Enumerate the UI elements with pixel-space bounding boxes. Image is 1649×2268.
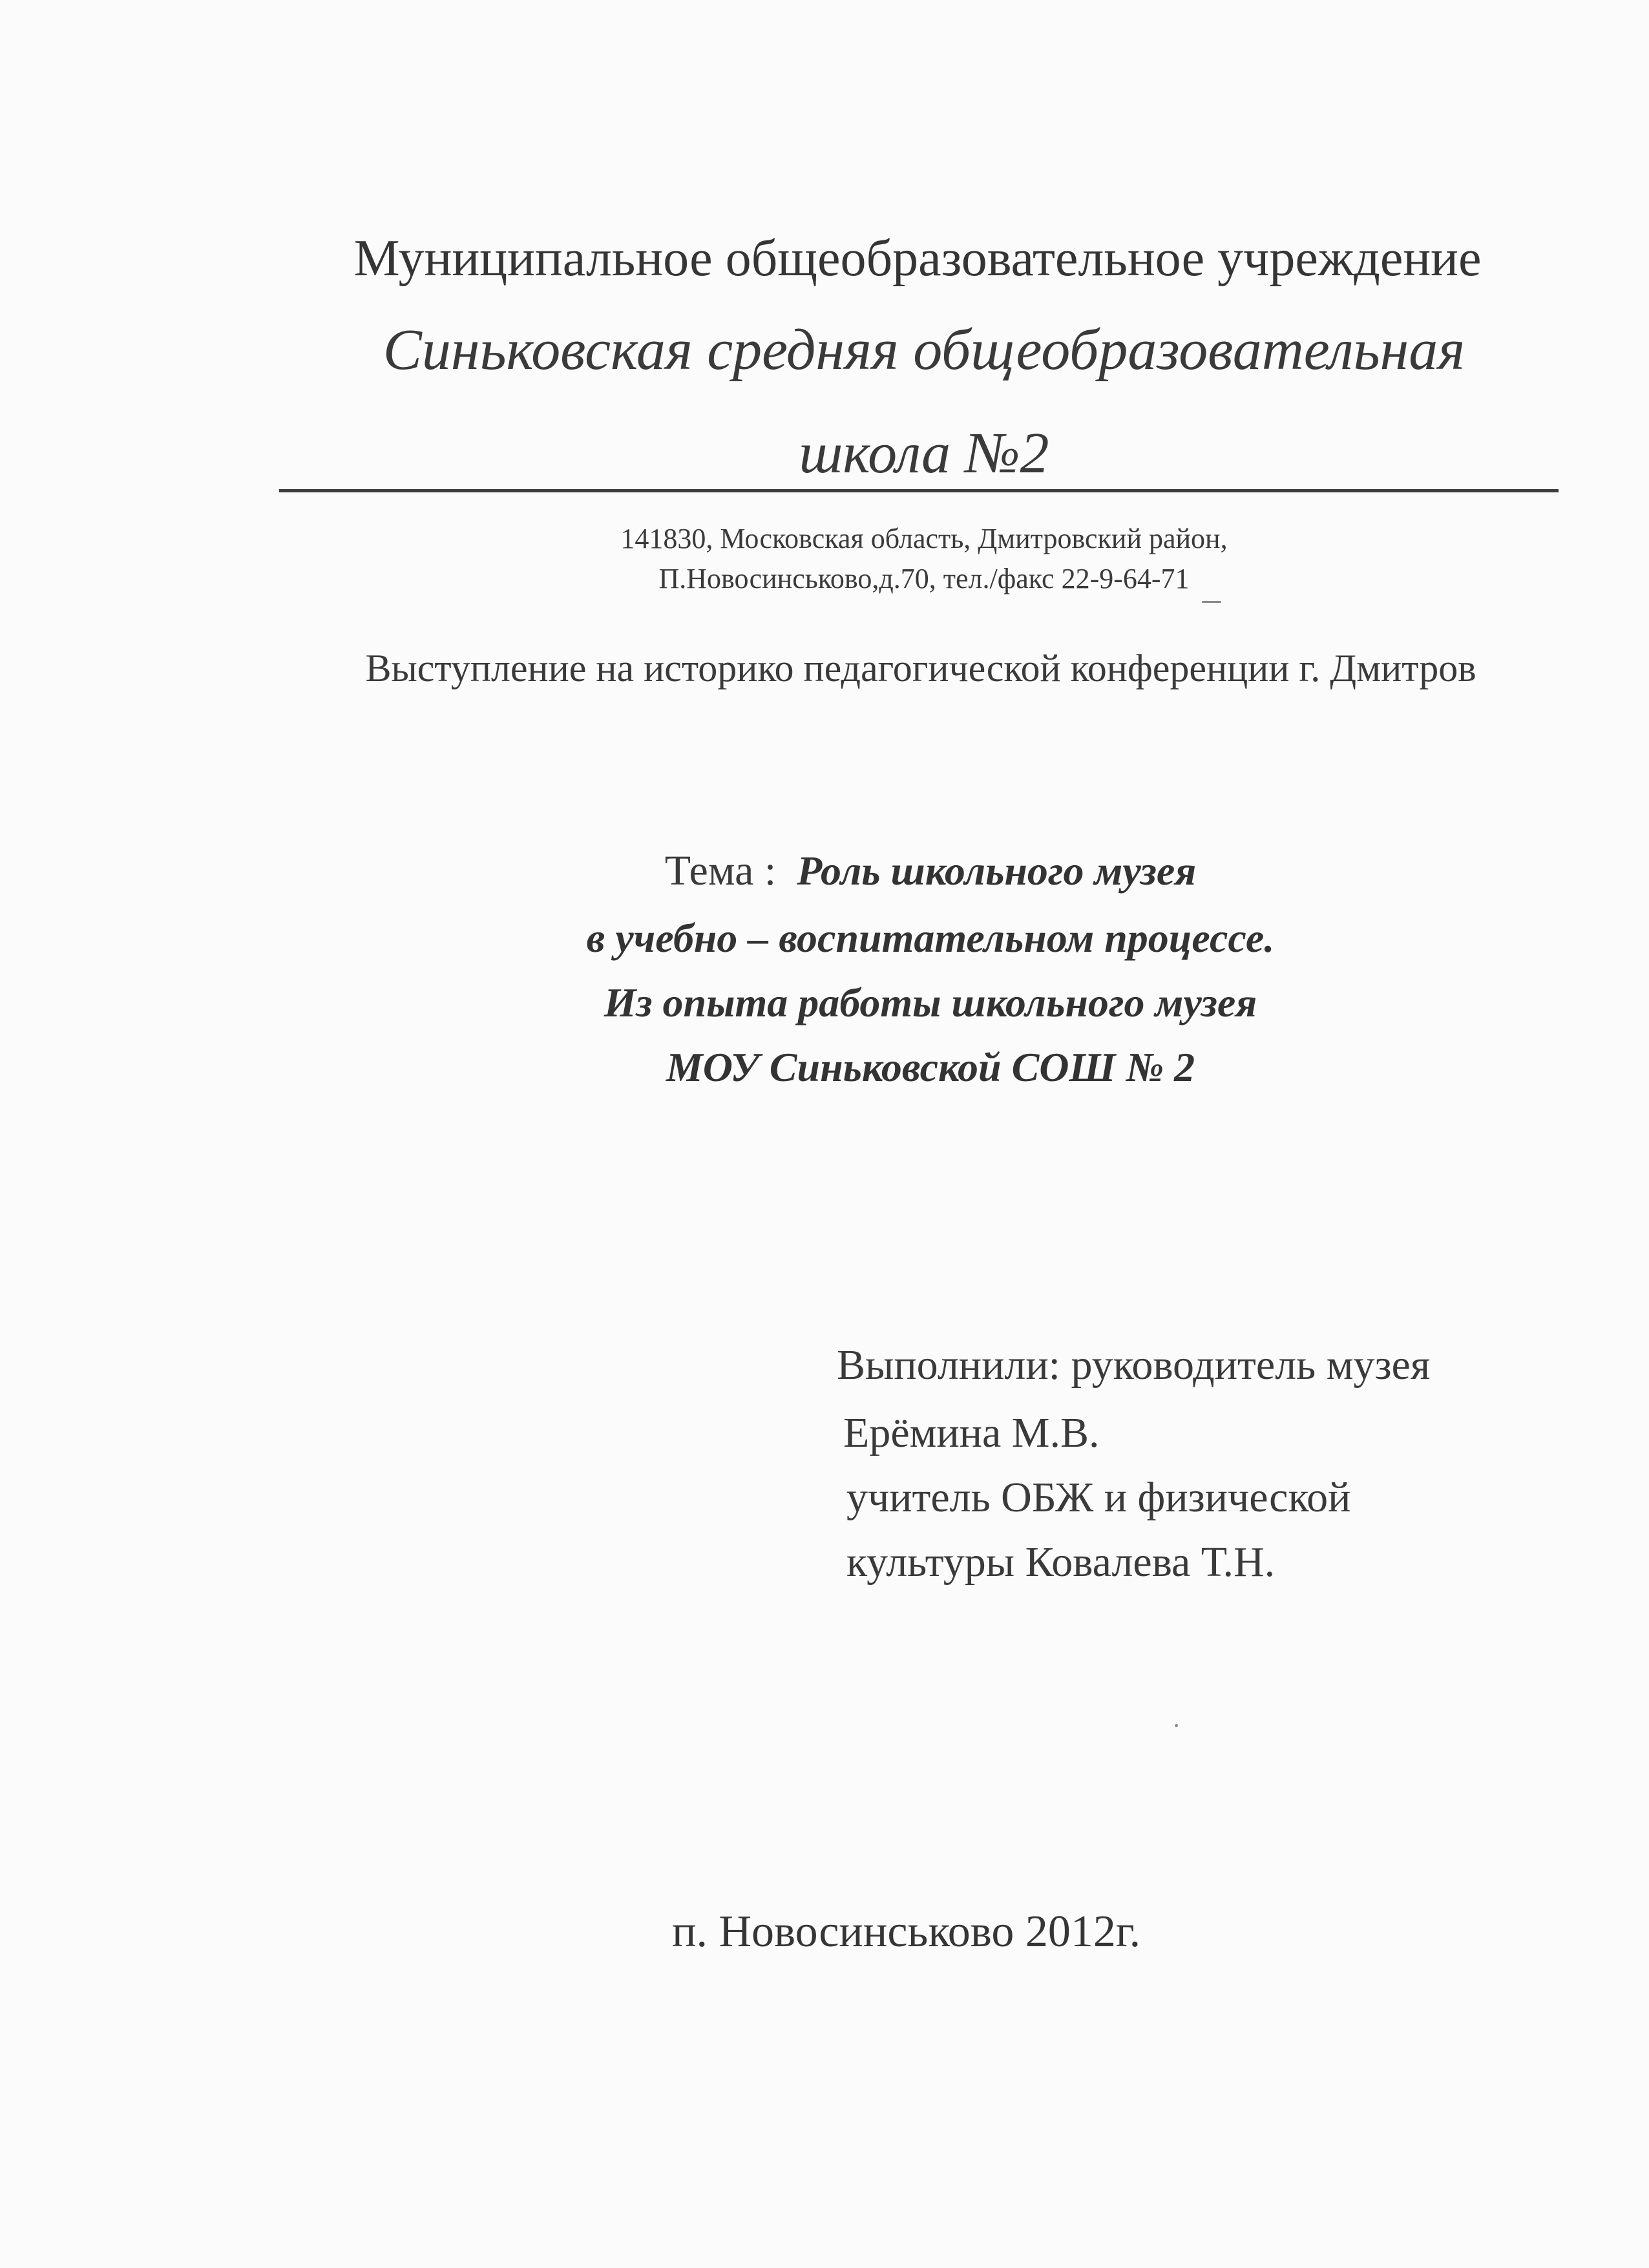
topic-title-1: Роль школьного музея: [797, 848, 1197, 894]
authors-line-3: учитель ОБЖ и физической: [846, 1474, 1351, 1521]
scan-speck: [1175, 1724, 1178, 1727]
scan-mark: [1202, 601, 1221, 603]
topic-line-4: МОУ Синьковской СОШ № 2: [666, 1044, 1195, 1090]
address-line-2: П.Новосинськово,д.70, тел./факс 22-9-64-71: [658, 563, 1190, 594]
topic-label: Тема :: [664, 847, 777, 894]
school-name-line-1: Синьковская средняя общеобразовательная: [383, 318, 1465, 382]
topic-line-1: [414, 846, 1447, 896]
speech-title: Выступление на историко педагогической конференции г. Дмитров: [365, 647, 1476, 689]
topic-line-3: Из опыта работы школьного музея: [604, 980, 1257, 1025]
header-divider: [279, 489, 1559, 492]
school-name-line-2: школа №2: [799, 421, 1049, 485]
authors-line-2: Ерёмина М.В.: [843, 1409, 1100, 1456]
address-line-1: 141830, Московская область, Дмитровский район,: [620, 523, 1228, 554]
place-and-year: п. Новосинськово 2012г.: [672, 1907, 1141, 1957]
authors-line-4: культуры Ковалева Т.Н.: [846, 1538, 1276, 1586]
topic-line-2: в учебно – воспитательном процессе.: [586, 915, 1275, 961]
authors-line-1: Выполнили: руководитель музея: [837, 1341, 1431, 1389]
institution-type: Муниципальное общеобразовательное учреждение: [353, 230, 1482, 287]
